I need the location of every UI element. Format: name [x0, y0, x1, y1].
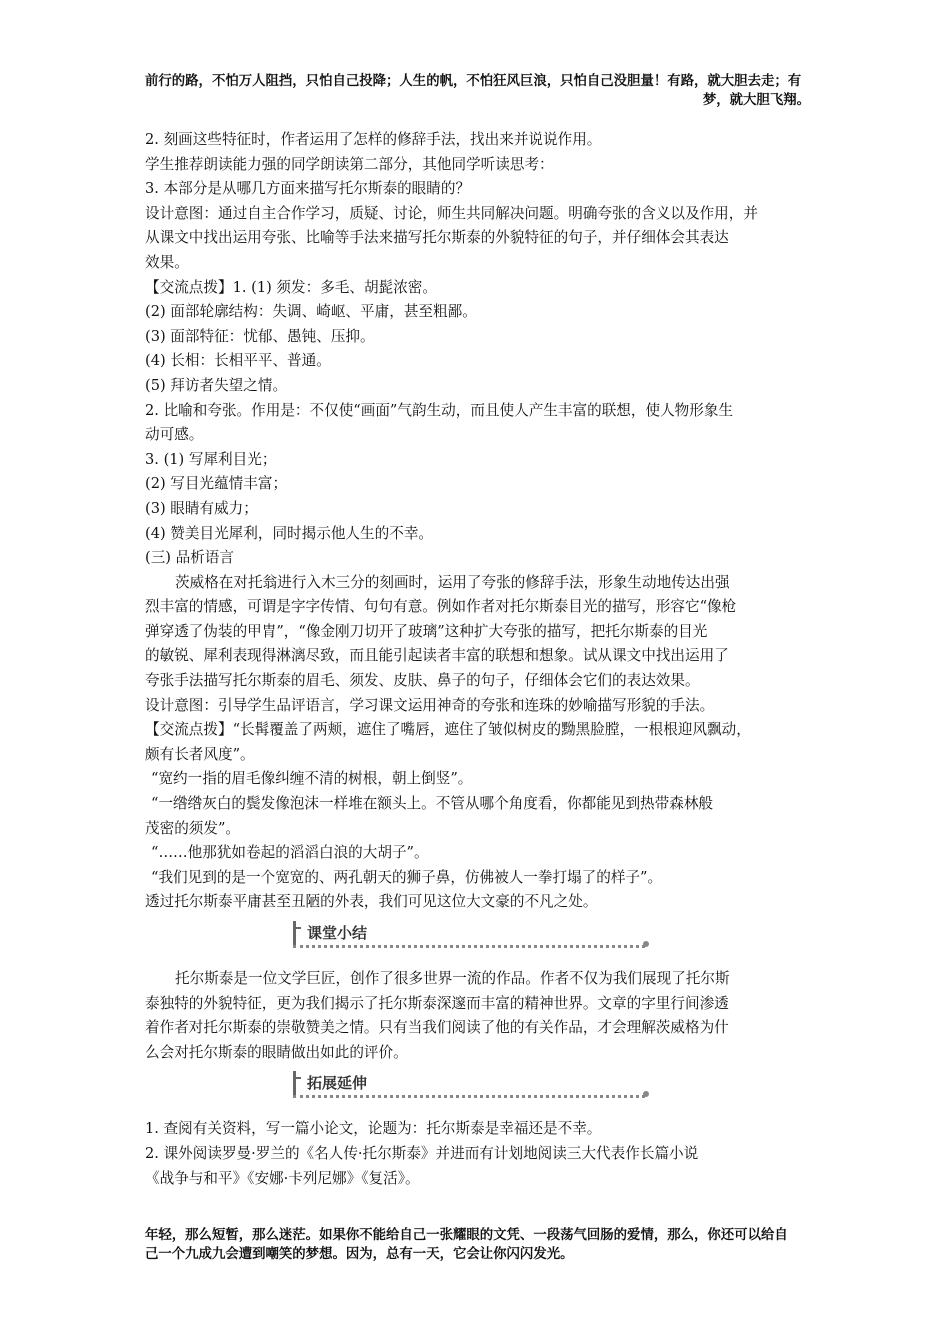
answer-line: (3) 面部特征：忧郁、愚钝、压抑。: [145, 327, 375, 345]
divider-end-dot-icon: [643, 941, 649, 947]
design-intent-line: 设计意图：引导学生品评语言，学习课文运用神奇的夸张和连珠的妙喻描写形貌的手法。: [145, 696, 715, 714]
section-heading-extension: [145, 1067, 810, 1105]
question-3: 3. 本部分是从哪几方面来描写托尔斯泰的眼睛的？: [145, 180, 471, 198]
reading-instruction: 学生推荐朗读能力强的同学朗读第二部分，其他同学听读思考：: [145, 155, 554, 173]
answer-line: (4) 长相：长相平平、普通。: [145, 352, 331, 370]
extension-item: 2. 课外阅读罗曼·罗兰的《名人传·托尔斯泰》并进而有计划地阅读三大代表作长篇小说: [145, 1144, 699, 1162]
heading-bar-icon: [293, 921, 296, 945]
heading-bar-icon: [293, 1071, 296, 1095]
document-body: [145, 128, 810, 1191]
answer-line: 【交流点拨】“长髯覆盖了两颊，遮住了嘴唇，遮住了皱似树皮的黝黑脸膛，一根根迎风飘动，: [145, 721, 751, 739]
summary-line: 泰独特的外貌特征，更为我们揭示了托尔斯泰深邃而丰富的精神世界。文章的字里行间渗透: [145, 994, 729, 1012]
extension-item: 1. 查阅有关资料，写一篇小论文，论题为：托尔斯泰是幸福还是不幸。: [145, 1120, 602, 1138]
section-heading-label: 课堂小结: [307, 924, 368, 942]
quote-line: “我们见到的是一个宽宽的、两孔朝天的狮子鼻，仿佛被人一拳打塌了的样子”。: [151, 868, 663, 886]
summary-line: 托尔斯泰是一位文学巨匠，创作了很多世界一流的作品。作者不仅为我们展现了托尔斯: [175, 970, 730, 987]
paragraph-line: 弹穿透了伪装的甲胄”，“像金刚刀切开了玻璃”这种扩大夸张的描写，把托尔斯泰的目光: [145, 622, 708, 640]
answer-line: 颇有长者风度”。: [145, 745, 255, 763]
answer-line: 2. 比喻和夸张。作用是：不仅使“画面”气韵生动，而且使人产生丰富的联想，使人物形象生: [145, 401, 734, 419]
heading-tick-icon: [293, 927, 301, 929]
quote-line: “宽约一指的眉毛像纠缠不清的树根，朝上倒竖”。: [151, 770, 473, 788]
header-line: 梦，就大胆飞翔。: [702, 93, 810, 108]
design-intent-line: 效果。: [145, 253, 189, 271]
design-intent-line: 从课文中找出运用夸张、比喻等手法来描写托尔斯泰的外貌特征的句子，并仔细体会其表达: [145, 229, 729, 247]
summary-line: 么会对托尔斯泰的眼睛做出如此的评价。: [145, 1043, 408, 1061]
heading-tick-icon: [293, 1077, 301, 1079]
dotted-divider: [293, 1095, 645, 1098]
conclusion-line: 透过托尔斯泰平庸甚至丑陋的外表，我们可见这位大文豪的不凡之处。: [145, 893, 598, 911]
header-line: 前行的路，不怕万人阻挡，只怕自己投降；人生的帆，不怕狂风巨浪，只怕自己没胆量！有路，就大胆去走；有: [145, 74, 802, 89]
paragraph-line: 茨威格在对托翁进行入木三分的刻画时，运用了夸张的修辞手法，形象生动地传达出强: [175, 573, 730, 591]
design-intent-line: 设计意图：通过自主合作学习，质疑、讨论，师生共同解决问题。明确夸张的含义以及作用，并: [145, 204, 758, 222]
summary-line: 着作者对托尔斯泰的崇敬赞美之情。只有当我们阅读了他的有关作品，才会理解茨威格为什: [145, 1019, 729, 1037]
dotted-divider: [293, 945, 645, 948]
extension-item: 《战争与和平》《安娜·卡列尼娜》《复活》。: [145, 1169, 420, 1187]
answer-line: (4) 赞美目光犀利，同时揭示他人生的不幸。: [145, 524, 434, 542]
footer-line: 己一个九成九会遭到嘲笑的梦想。因为，总有一天，它会让你闪闪发光。: [145, 1247, 574, 1262]
divider-end-dot-icon: [643, 1091, 649, 1097]
answer-line: (5) 拜访者失望之情。: [145, 376, 288, 394]
question-2: 2. 刻画这些特征时，作者运用了怎样的修辞手法，找出来并说说作用。: [145, 131, 602, 148]
answer-line: (2) 面部轮廓结构：失调、崎岖、平庸，甚至粗鄙。: [145, 303, 477, 321]
quote-line: “一绺绺灰白的鬓发像泡沫一样堆在额头上。不管从哪个角度看，你都能见到热带森林般: [151, 795, 714, 813]
answer-line: 动可感。: [145, 426, 204, 444]
paragraph-line: 的敏锐、犀利表现得淋漓尽致，而且能引起读者丰富的联想和想象。试从课文中找出运用了: [145, 647, 729, 665]
quote-line: 茂密的须发”。: [145, 819, 241, 837]
section-subtitle: (三) 品析语言: [145, 549, 234, 567]
answer-line: 【交流点拨】1. (1) 须发：多毛、胡髭浓密。: [145, 278, 437, 296]
answer-line: (3) 眼睛有威力；: [145, 499, 258, 517]
paragraph-line: 烈丰富的情感，可谓是字字传情、句句有意。例如作者对托尔斯泰目光的描写，形容它“像枪: [145, 598, 737, 616]
page-header-motto: [145, 72, 810, 110]
section-heading-label: 拓展延伸: [307, 1074, 368, 1093]
section-heading-summary: [145, 917, 810, 955]
page-footer-motto: [145, 1226, 810, 1264]
paragraph-line: 夸张手法描写托尔斯泰的眉毛、须发、皮肤、鼻子的句子，仔细体会它们的表达效果。: [145, 672, 700, 690]
quote-line: “……他那犹如卷起的滔滔白浪的大胡子”。: [151, 844, 429, 862]
footer-line: 年轻，那么短暂，那么迷茫。如果你不能给自己一张耀眼的文凭、一段荡气回肠的爱情，那么，你还可以给自: [145, 1228, 788, 1243]
answer-line: (2) 写目光蕴情丰富；: [145, 475, 288, 493]
answer-line: 3. (1) 写犀利目光；: [145, 450, 277, 468]
